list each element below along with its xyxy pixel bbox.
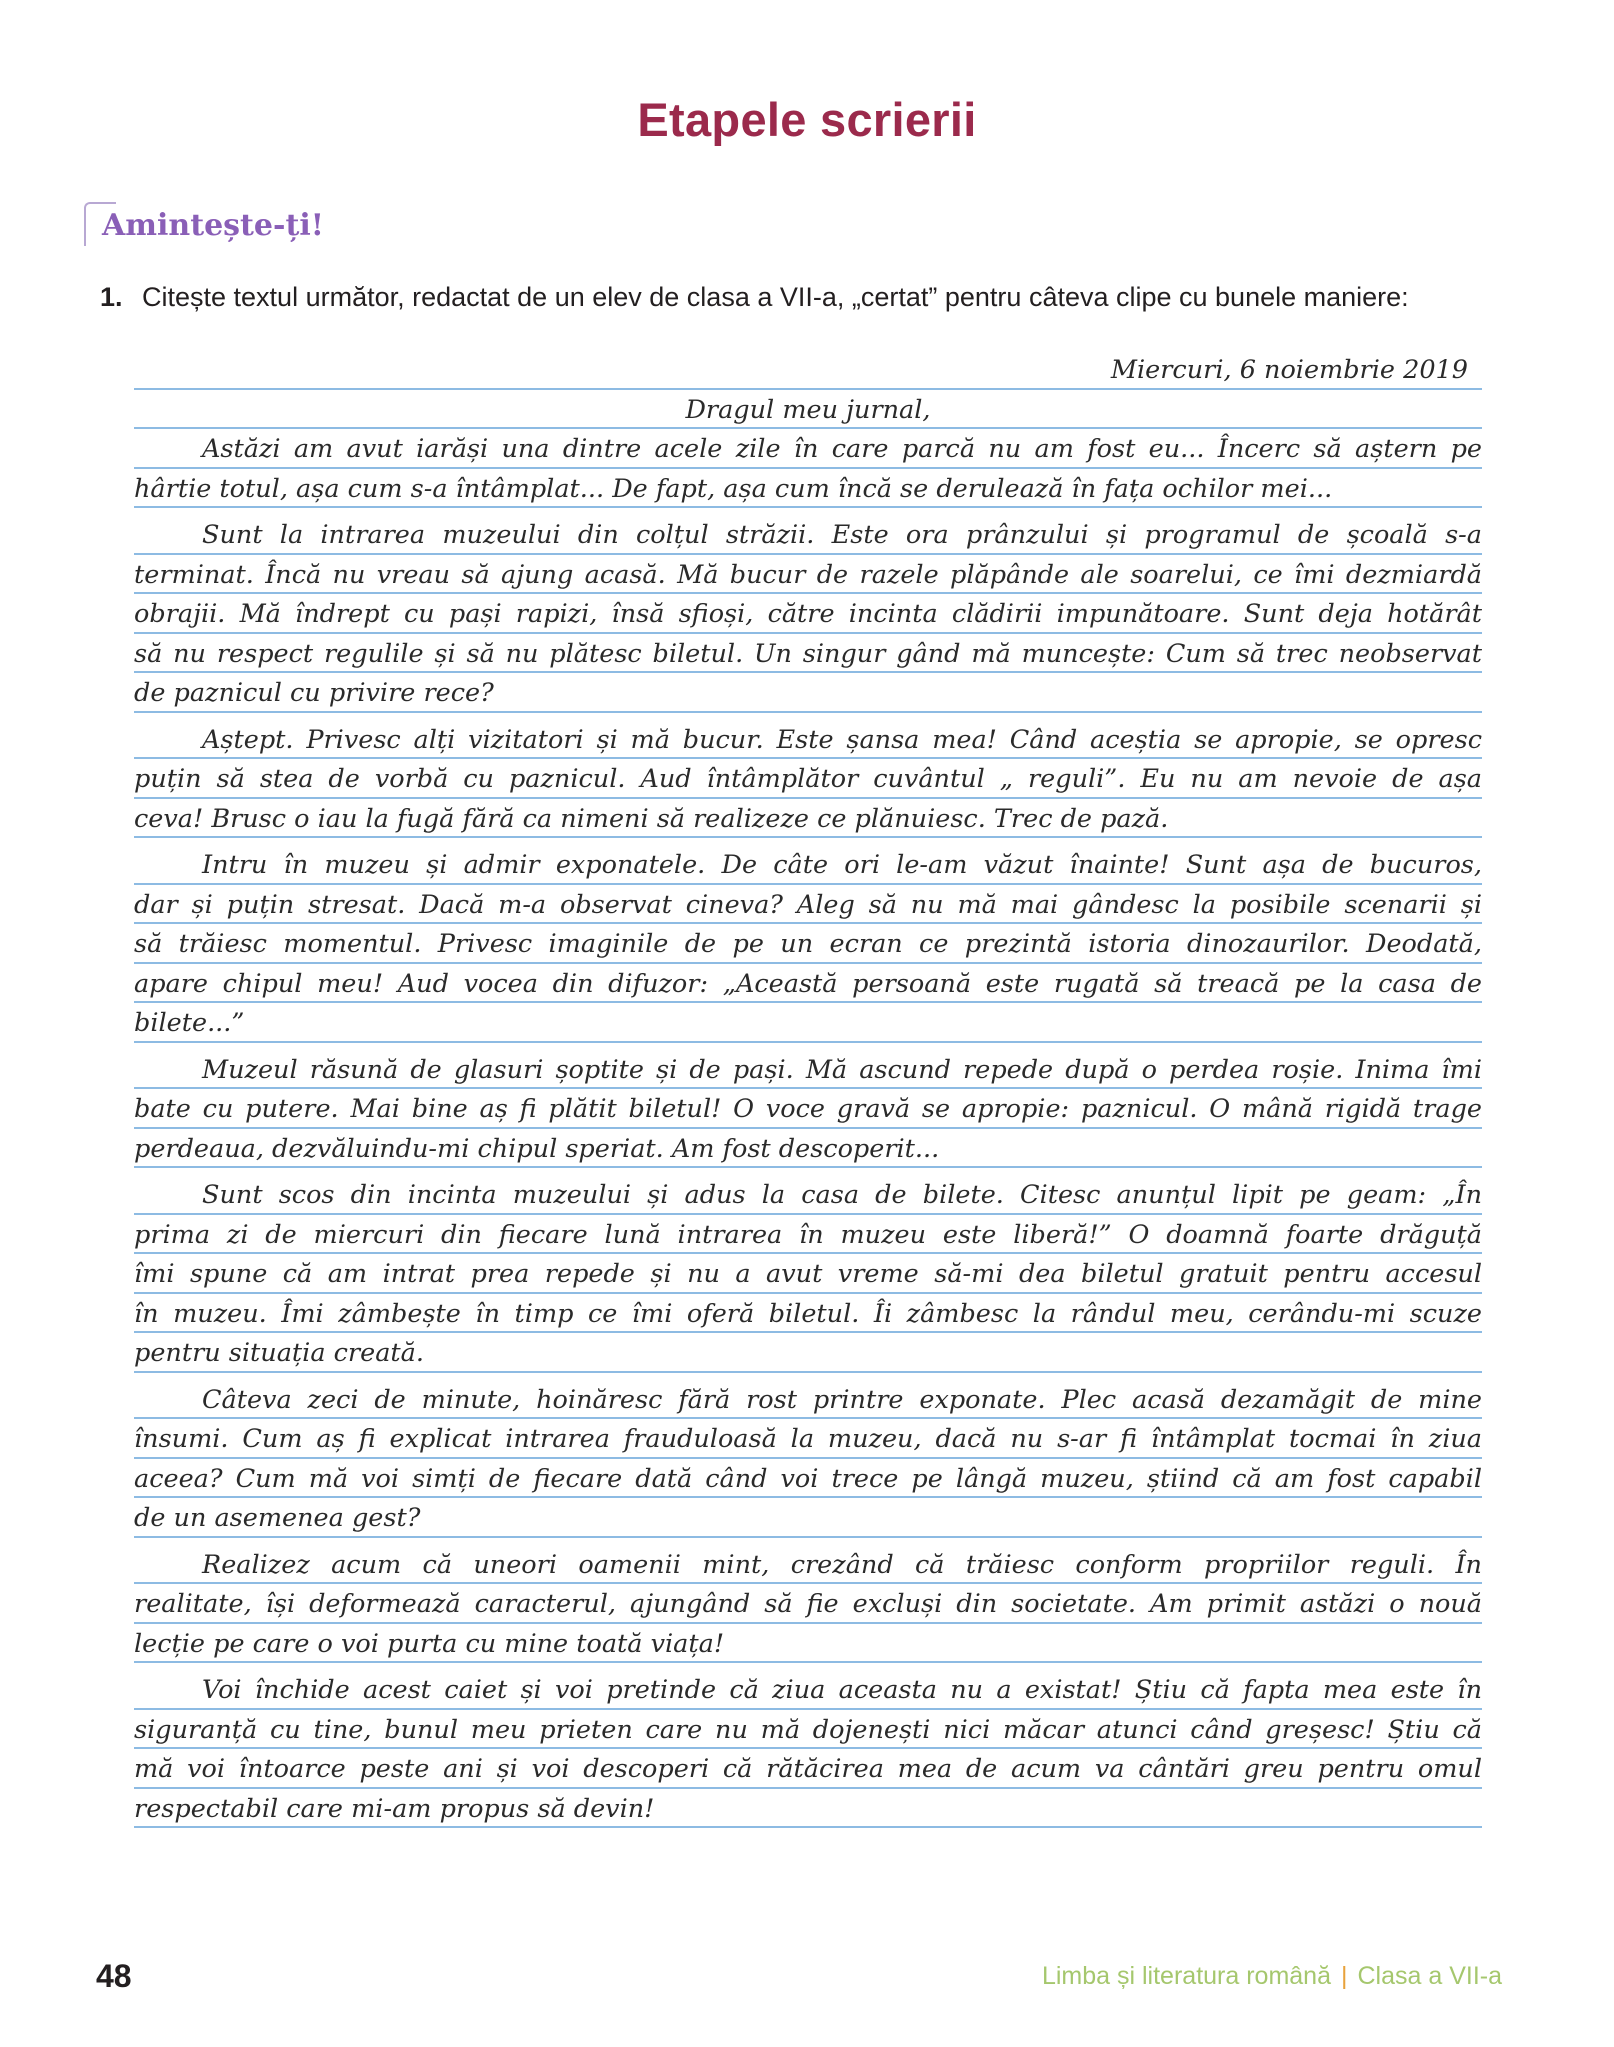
- section-label: Amintește-ți!: [102, 208, 324, 243]
- journal-body: [134, 429, 1482, 1828]
- journal-line: siguranță cu tine, bunul meu prieten care nu mă dojenești nici măcar atunci când greșesc! Știu că: [134, 1710, 1482, 1750]
- journal-line: ceva! Brusc o iau la fugă fără ca nimeni să realizeze ce plănuiesc. Trec de pază.: [134, 799, 1482, 839]
- paragraph-gap: [134, 713, 1482, 720]
- journal-date: Miercuri, 6 noiembrie 2019: [134, 350, 1482, 390]
- journal-line: să trăiesc momentul. Privesc imaginile de pe un ecran ce prezintă istoria dinozaurilor. Deodată,: [134, 924, 1482, 964]
- journal-line: de un asemenea gest?: [134, 1498, 1482, 1538]
- journal-line: Câteva zeci de minute, hoinăresc fără rost printre exponate. Plec acasă dezamăgit de mine: [134, 1380, 1482, 1420]
- journal-line: Voi închide acest caiet și voi pretinde că ziua aceasta nu a existat! Știu că fapta mea este în: [134, 1670, 1482, 1710]
- page-title: Etapele scrierii: [637, 93, 977, 146]
- journal-line: să nu respect regulile și să nu plătesc biletul. Un singur gând mă muncește: Cum să trec neobservat: [134, 634, 1482, 674]
- journal-line: însumi. Cum aș fi explicat intrarea frauduloasă la muzeu, dacă nu s-ar fi întâmplat tocmai în ziua: [134, 1419, 1482, 1459]
- journal-line: Sunt scos din incinta muzeului și adus la casa de bilete. Citesc anunțul lipit pe geam: „În: [134, 1175, 1482, 1215]
- paragraph-gap: [134, 1373, 1482, 1380]
- journal-line: bilete...”: [134, 1003, 1482, 1043]
- paragraph-gap: [134, 508, 1482, 515]
- journal-line: puțin să stea de vorbă cu paznicul. Aud întâmplător cuvântul „ reguli”. Eu nu am nevoie de așa: [134, 759, 1482, 799]
- journal-line: Realizez acum că uneori oamenii mint, crezând că trăiesc conform propriilor reguli. În: [134, 1545, 1482, 1585]
- task-instruction: [100, 282, 1520, 313]
- journal-line: Astăzi am avut iarăși una dintre acele zile în care parcă nu am fost eu... Încerc să aștern pe: [134, 429, 1482, 469]
- journal-line: prima zi de miercuri din fiecare lună intrarea în muzeu este liberă!” O doamnă foarte drăguță: [134, 1215, 1482, 1255]
- journal-line: Sunt la intrarea muzeului din colțul străzii. Este ora prânzului și programul de școală s-a: [134, 515, 1482, 555]
- journal-line: de paznicul cu privire rece?: [134, 673, 1482, 713]
- journal-line: perdeaua, dezvăluindu-mi chipul speriat. Am fost descoperit...: [134, 1129, 1482, 1169]
- footer-separator: |: [1340, 1962, 1348, 1990]
- journal-line: pentru situația creată.: [134, 1333, 1482, 1373]
- journal-line: dar și puțin stresat. Dacă m-a observat cineva? Aleg să nu mă mai gândesc la posibile scenarii și: [134, 885, 1482, 925]
- journal-paragraph: [134, 845, 1482, 1043]
- journal-line: în muzeu. Îmi zâmbește în timp ce îmi oferă biletul. Îi zâmbesc la rândul meu, cerându-mi scuze: [134, 1294, 1482, 1334]
- task-text: Citește textul următor, redactat de un elev de clasa a VII-a, „certat” pentru câteva clipe cu bunele maniere:: [142, 282, 1409, 312]
- journal-line: Aștept. Privesc alți vizitatori și mă bucur. Este șansa mea! Când aceștia se apropie, se opresc: [134, 720, 1482, 760]
- paragraph-gap: [134, 1168, 1482, 1175]
- journal-paragraph: [134, 1175, 1482, 1373]
- section-header: [84, 202, 324, 246]
- journal-paragraph: [134, 1050, 1482, 1169]
- page-number: 48: [96, 1958, 132, 1994]
- journal-line: aceea? Cum mă voi simți de fiecare dată când voi trece pe lângă muzeu, știind că am fost capabil: [134, 1459, 1482, 1499]
- journal-paragraph: [134, 1670, 1482, 1828]
- journal-line: bate cu putere. Mai bine aș fi plătit biletul! O voce gravă se apropie: paznicul. O mână rigidă trage: [134, 1089, 1482, 1129]
- paragraph-gap: [134, 1538, 1482, 1545]
- paragraph-gap: [134, 1043, 1482, 1050]
- journal-greeting: Dragul meu jurnal,: [134, 390, 1482, 430]
- task-number: 1.: [100, 282, 123, 312]
- journal-line: apare chipul meu! Aud vocea din difuzor: „Această persoană este rugată să treacă pe la casa de: [134, 964, 1482, 1004]
- journal-line: Intru în muzeu și admir exponatele. De câte ori le-am văzut înainte! Sunt așa de bucuros,: [134, 845, 1482, 885]
- journal-line: terminat. Încă nu vreau să ajung acasă. Mă bucur de razele plăpânde ale soarelui, ce îmi dezmiardă: [134, 555, 1482, 595]
- footer-subject: Limba și literatura română: [1041, 1962, 1331, 1990]
- paragraph-gap: [134, 1663, 1482, 1670]
- footer-book-info: [1042, 1962, 1502, 1991]
- journal-line: lecție pe care o voi purta cu mine toată viața!: [134, 1624, 1482, 1664]
- journal-text: [134, 350, 1482, 1828]
- journal-line: respectabil care mi-am propus să devin!: [134, 1789, 1482, 1829]
- journal-line: îmi spune că am intrat prea repede și nu a avut vreme să-mi dea biletul gratuit pentru accesul: [134, 1254, 1482, 1294]
- journal-paragraph: [134, 720, 1482, 839]
- journal-line: realitate, își deformează caracterul, ajungând să fie excluși din societate. Am primit astăzi o nouă: [134, 1584, 1482, 1624]
- journal-paragraph: [134, 515, 1482, 713]
- journal-line: obrajii. Mă îndrept cu pași rapizi, însă sfioși, către incinta clădirii impunătoare. Sunt deja hotărât: [134, 594, 1482, 634]
- journal-line: mă voi întoarce peste ani și voi descoperi că rătăcirea mea de acum va cântări greu pentru omul: [134, 1749, 1482, 1789]
- journal-line: Muzeul răsună de glasuri șoptite și de pași. Mă ascund repede după o perdea roșie. Inima îmi: [134, 1050, 1482, 1090]
- journal-line: hârtie totul, așa cum s-a întâmplat... De fapt, așa cum încă se derulează în fața ochilor mei...: [134, 469, 1482, 509]
- journal-paragraph: [134, 1545, 1482, 1664]
- paragraph-gap: [134, 838, 1482, 845]
- journal-paragraph: [134, 1380, 1482, 1538]
- footer-grade: Clasa a VII-a: [1357, 1962, 1502, 1990]
- journal-paragraph: [134, 429, 1482, 508]
